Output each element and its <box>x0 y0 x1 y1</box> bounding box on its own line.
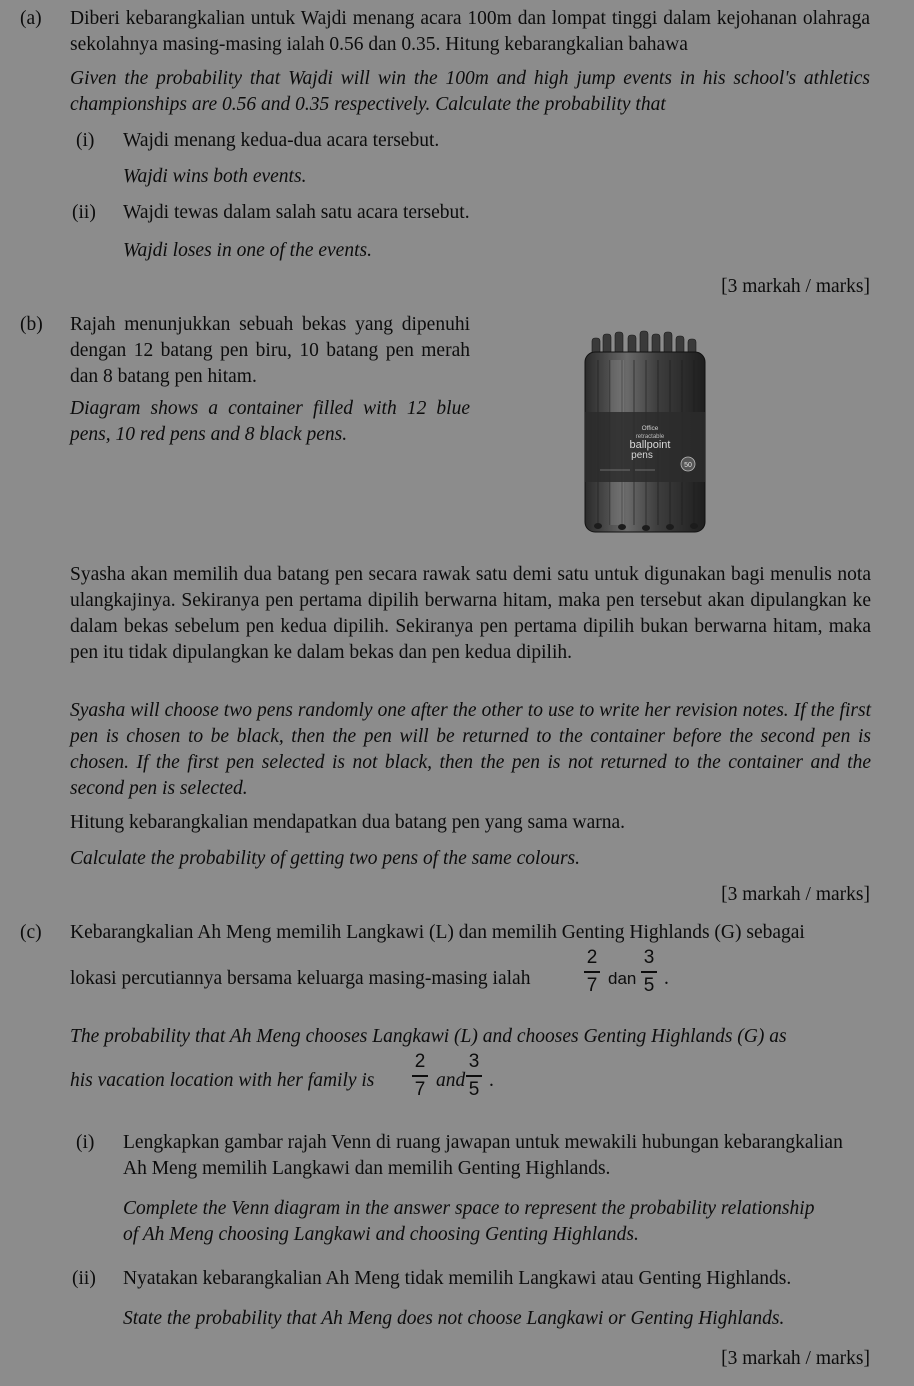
part-c-dan: dan <box>608 969 637 988</box>
fraction-bar <box>584 971 600 973</box>
fraction-denominator: 5 <box>643 974 655 996</box>
part-c-malay-line2: lokasi percutiannya bersama keluarga masing-masing ialah <box>70 968 531 989</box>
part-a-english: Given the probability that Wajdi will win the 100m and high jump events in his school's athletics championships are 0.56 and 0.35 respectively. Calculate the probability that <box>70 68 870 115</box>
fraction-numerator: 2 <box>586 947 598 968</box>
part-a-ii-malay: Wajdi tewas dalam salah satu acara tersebut. <box>123 202 470 223</box>
part-b-para2-english: Syasha will choose two pens randomly one after the other to use to write her revision notes. If the first pen is chosen to be black, then the pen will be returned to the container before the second pen is chosen. If the first pen selected is not black, then the pen is not returned to the container and the second pen is selected. <box>70 700 871 799</box>
fraction-two-sevenths <box>584 948 600 996</box>
fraction-denominator: 7 <box>414 1078 426 1100</box>
part-a-i-malay: Wajdi menang kedua-dua acara tersebut. <box>123 130 440 151</box>
period: . <box>489 1070 494 1091</box>
part-a-label: (a) <box>20 8 42 29</box>
part-b-label: (b) <box>20 314 43 335</box>
jar-pens-text: pens <box>631 450 653 461</box>
part-a-ii-label: (ii) <box>72 202 96 223</box>
fraction-bar <box>466 1075 482 1077</box>
part-a-malay: Diberi kebarangkalian untuk Wajdi menang acara 100m dan lompat tinggi dalam kejohanan olahraga sekolahnya masing-masing ialah 0.56 dan 0.35. Hitung kebarangkalian bahawa <box>70 8 870 55</box>
part-c-marks: [3 markah / marks] <box>721 1348 870 1369</box>
part-c-i-label: (i) <box>76 1132 95 1153</box>
part-b-malay: Rajah menunjukkan sebuah bekas yang dipenuhi dengan 12 batang pen biru, 10 batang pen merah dan 8 batang pen hitam. <box>70 314 470 387</box>
part-b-marks: [3 markah / marks] <box>721 884 870 905</box>
part-b-q-english: Calculate the probability of getting two pens of the same colours. <box>70 848 581 869</box>
part-a-ii-english: Wajdi loses in one of the events. <box>123 240 372 261</box>
part-c-english-line1: The probability that Ah Meng chooses Langkawi (L) and chooses Genting Highlands (G) as <box>70 1026 787 1047</box>
part-c-ii-english: State the probability that Ah Meng does not choose Langkawi or Genting Highlands. <box>123 1308 785 1329</box>
part-c-label: (c) <box>20 922 42 943</box>
fraction-denominator: 7 <box>586 974 598 996</box>
part-c-english-line2: his vacation location with her family is <box>70 1070 375 1091</box>
jar-ballpoint-text: ballpoint <box>629 439 671 451</box>
fraction-numerator: 3 <box>643 947 655 968</box>
part-c-ii-label: (ii) <box>72 1268 96 1289</box>
fraction-three-fifths <box>641 948 657 996</box>
fraction-bar <box>641 971 657 973</box>
part-a-i-english: Wajdi wins both events. <box>123 166 307 187</box>
pen-container-image <box>580 330 710 540</box>
part-b-q-malay: Hitung kebarangkalian mendapatkan dua batang pen yang sama warna. <box>70 812 625 833</box>
jar-count-text: 50 <box>684 462 692 469</box>
fraction-numerator: 3 <box>468 1051 480 1072</box>
fraction-numerator: 2 <box>414 1051 426 1072</box>
part-a-i-label: (i) <box>76 130 95 151</box>
part-c-i-english: Complete the Venn diagram in the answer space to represent the probability relationship of Ah Meng choosing Langkawi and choosing Genting Highlands. <box>123 1198 815 1245</box>
part-b-para2-malay: Syasha akan memilih dua batang pen secara rawak satu demi satu untuk digunakan bagi menulis nota ulangkajinya. Sekiranya pen pertama dipilih berwarna hitam, maka pen tersebut akan dipulangkan ke dalam bekas sebelum pen kedua dipilih. Sekiranya pen pertama dipilih bukan berwarna hitam, maka pen itu tidak dipulangkan ke dalam bekas dan pen kedua dipilih. <box>70 564 871 663</box>
part-a-marks: [3 markah / marks] <box>721 276 870 297</box>
part-c-malay-line1: Kebarangkalian Ah Meng memilih Langkawi (L) dan memilih Genting Highlands (G) sebagai <box>70 922 805 943</box>
fraction-denominator: 5 <box>468 1078 480 1100</box>
part-c-ii-malay: Nyatakan kebarangkalian Ah Meng tidak memilih Langkawi atau Genting Highlands. <box>123 1268 792 1289</box>
fraction-bar <box>412 1075 428 1077</box>
part-c-and: and <box>436 1070 466 1091</box>
jar-brand-text: Office <box>641 425 659 432</box>
period: . <box>664 968 669 989</box>
fraction-three-fifths-en <box>466 1052 482 1100</box>
part-b-english: Diagram shows a container filled with 12 blue pens, 10 red pens and 8 black pens. <box>70 398 470 445</box>
jar-retract-text: retractable <box>635 434 665 440</box>
fraction-two-sevenths-en <box>412 1052 428 1100</box>
part-c-i-malay: Lengkapkan gambar rajah Venn di ruang jawapan untuk mewakili hubungan kebarangkalian Ah Meng memilih Langkawi dan memilih Genting Highlands. <box>123 1132 843 1179</box>
